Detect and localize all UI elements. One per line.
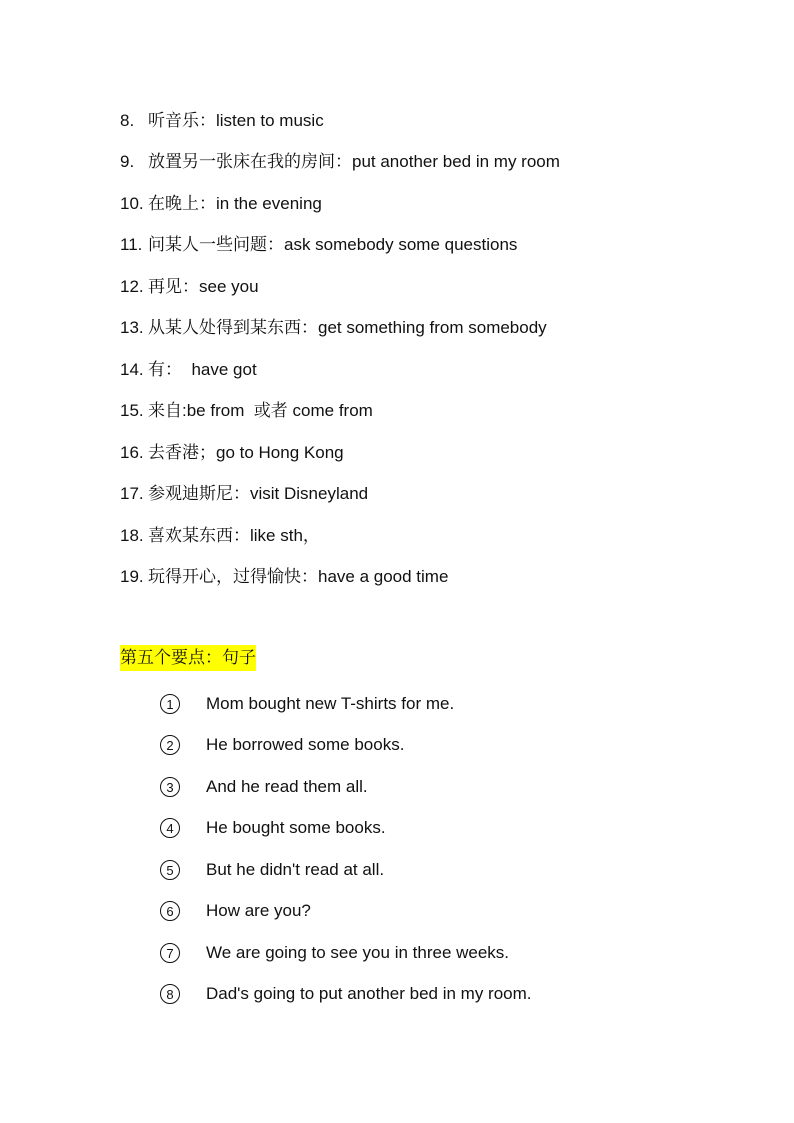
sentence-item bbox=[160, 849, 720, 891]
phrase-item bbox=[120, 183, 740, 225]
phrase-item bbox=[120, 515, 740, 557]
circled-number: 4 bbox=[160, 818, 180, 838]
sentence-text: And he read them all. bbox=[206, 776, 368, 796]
phrase-text: 玩得开心，过得愉快：have a good time bbox=[148, 567, 449, 587]
phrase-number: 18. bbox=[120, 525, 144, 545]
phrase-item bbox=[120, 142, 740, 184]
phrase-item bbox=[120, 225, 740, 267]
phrase-text: 去香港；go to Hong Kong bbox=[148, 442, 344, 462]
circled-number: 1 bbox=[160, 694, 180, 714]
phrase-text: 有： have got bbox=[148, 359, 257, 379]
phrase-text: 放置另一张床在我的房间：put another bed in my room bbox=[148, 152, 560, 172]
phrase-item bbox=[120, 100, 740, 142]
phrase-number: 14. bbox=[120, 359, 144, 379]
sentence-text: How are you? bbox=[206, 901, 311, 921]
phrase-number: 10. bbox=[120, 193, 144, 213]
phrase-item bbox=[120, 557, 740, 599]
sentence-item bbox=[160, 974, 720, 1016]
circled-number: 5 bbox=[160, 860, 180, 880]
phrase-number: 11. bbox=[120, 235, 143, 255]
sentence-text: He bought some books. bbox=[206, 818, 386, 838]
phrase-number: 8. bbox=[120, 110, 135, 130]
phrase-text: 来自:be from 或者 come from bbox=[148, 401, 373, 421]
phrase-item bbox=[120, 391, 740, 433]
sentence-item bbox=[160, 683, 720, 725]
circled-number: 3 bbox=[160, 777, 180, 797]
phrase-text: 听音乐：listen to music bbox=[148, 110, 324, 130]
circled-number: 2 bbox=[160, 735, 180, 755]
phrase-text: 参观迪斯尼：visit Disneyland bbox=[148, 484, 369, 504]
sentence-item bbox=[160, 808, 720, 850]
phrase-number: 16. bbox=[120, 442, 144, 462]
phrase-text: 从某人处得到某东西：get something from somebody bbox=[148, 318, 547, 338]
phrase-number: 15. bbox=[120, 401, 144, 421]
phrase-number: 17. bbox=[120, 484, 144, 504]
sentence-item bbox=[160, 932, 720, 974]
circled-number: 7 bbox=[160, 943, 180, 963]
phrase-item bbox=[120, 474, 740, 516]
phrase-item bbox=[120, 349, 740, 391]
sentence-text: He borrowed some books. bbox=[206, 735, 405, 755]
section-heading: 第五个要点：句子 bbox=[120, 645, 256, 671]
phrase-number: 12. bbox=[120, 276, 144, 296]
sentence-text: Mom bought new T-shirts for me. bbox=[206, 693, 455, 713]
sentence-text: We are going to see you in three weeks. bbox=[206, 942, 510, 962]
phrase-text: 再见：see you bbox=[148, 276, 259, 296]
phrase-list bbox=[120, 100, 740, 598]
sentence-text: Dad's going to put another bed in my room. bbox=[206, 984, 532, 1004]
phrase-text: 问某人一些问题：ask somebody some questions bbox=[148, 235, 518, 255]
phrase-number: 13. bbox=[120, 318, 144, 338]
sentence-list bbox=[160, 683, 720, 1015]
sentence-text: But he didn't read at all. bbox=[206, 859, 385, 879]
phrase-item bbox=[120, 266, 740, 308]
phrase-number: 19. bbox=[120, 567, 144, 587]
phrase-item bbox=[120, 308, 740, 350]
circled-number: 6 bbox=[160, 901, 180, 921]
phrase-text: 在晚上：in the evening bbox=[148, 193, 322, 213]
sentence-item bbox=[160, 766, 720, 808]
circled-number: 8 bbox=[160, 984, 180, 1004]
phrase-number: 9. bbox=[120, 152, 135, 172]
sentence-item bbox=[160, 891, 720, 933]
phrase-text: 喜欢某东西：like sth， bbox=[148, 525, 320, 545]
phrase-item bbox=[120, 432, 740, 474]
sentence-item bbox=[160, 725, 720, 767]
